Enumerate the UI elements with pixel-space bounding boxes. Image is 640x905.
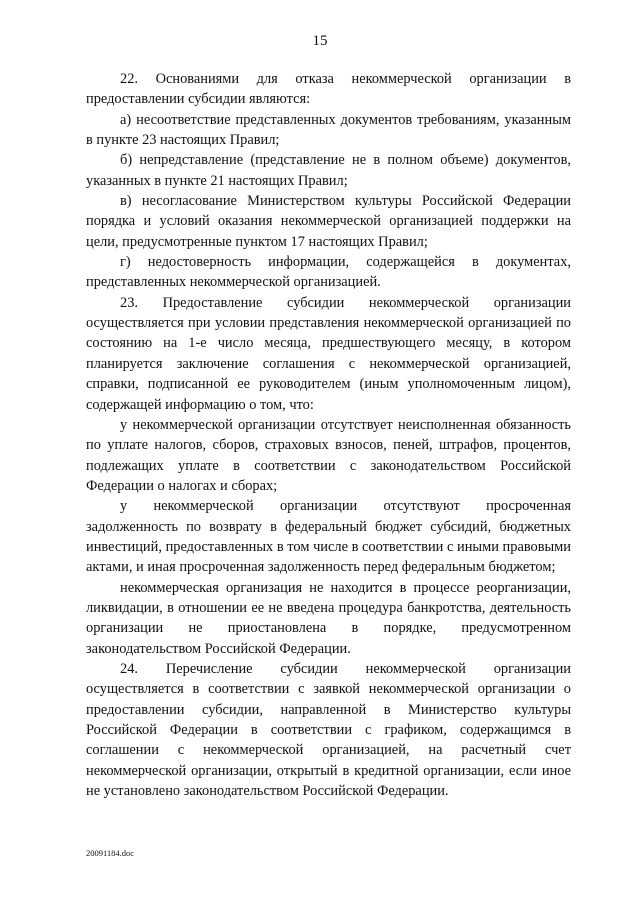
paragraph-23-tax-obligations: у некоммерческой организации отсутствует неисполненная обязанность по уплате налогов, сборов, страховых взносов, пеней, штрафов, процентов, подлежащих уплате в соответствии с законодательством Российской Федерации о налогах и сборах;	[86, 416, 571, 494]
page-number: 15	[312, 33, 328, 49]
document-body	[86, 69, 571, 801]
footer-document-code: 20091184.doc	[86, 848, 135, 858]
paragraph-22-grounds-for-refusal: 22. Основаниями для отказа некоммерческой организации в предоставлении субсидии являются:	[86, 71, 571, 108]
paragraph-23-conditions: 23. Предоставление субсидии некоммерческой организации осуществляется при условии представления некоммерческой организацией по состоянию на 1-е число месяца, предшествующего месяцу, в котором планируется заключение соглашения с некоммерческой организацией, справки, подписанной ее руководителем (иным уполномоченным лицом), содержащей информацию о том, что:	[86, 294, 571, 413]
paragraph-22-item-v: в) несогласование Министерством культуры Российской Федерации порядка и условий оказания некоммерческой организацией поддержки на цели, предусмотренные пунктом 17 настоящих Правил;	[86, 193, 571, 250]
paragraph-23-reorganization: некоммерческая организация не находится в процессе реорганизации, ликвидации, в отношении ее не введена процедура банкротства, деятельность организации не приостановлена в порядке, предусмотренном законодательством Российской Федерации.	[86, 579, 571, 657]
paragraph-22-item-a: а) несоответствие представленных документов требованиям, указанным в пункте 23 настоящих Правил;	[86, 111, 571, 149]
paragraph-24-transfer: 24. Перечисление субсидии некоммерческой организации осуществляется в соответствии с заявкой некоммерческой организации о предоставлении субсидии, направленной в Министерство культуры Российской Федерации в соответствии с графиком, содержащимся в соглашении с некоммерческой организацией, на расчетный счет некоммерческой организации, открытый в кредитной организации, если иное не установлено законодательством Российской Федерации.	[86, 660, 571, 800]
paragraph-22-item-b: б) непредставление (представление не в полном объеме) документов, указанных в пункте 21 настоящих Правил;	[86, 152, 571, 189]
paragraph-23-budget-debt: у некоммерческой организации отсутствуют просроченная задолженность по возврату в федеральный бюджет субсидий, бюджетных инвестиций, предоставленных в том числе в соответствии с иными правовыми актами, и иная просроченная задолженность перед федеральным бюджетом;	[86, 498, 571, 576]
paragraph-22-item-g: г) недостоверность информации, содержащейся в документах, представленных некоммерческой организацией.	[86, 254, 571, 291]
